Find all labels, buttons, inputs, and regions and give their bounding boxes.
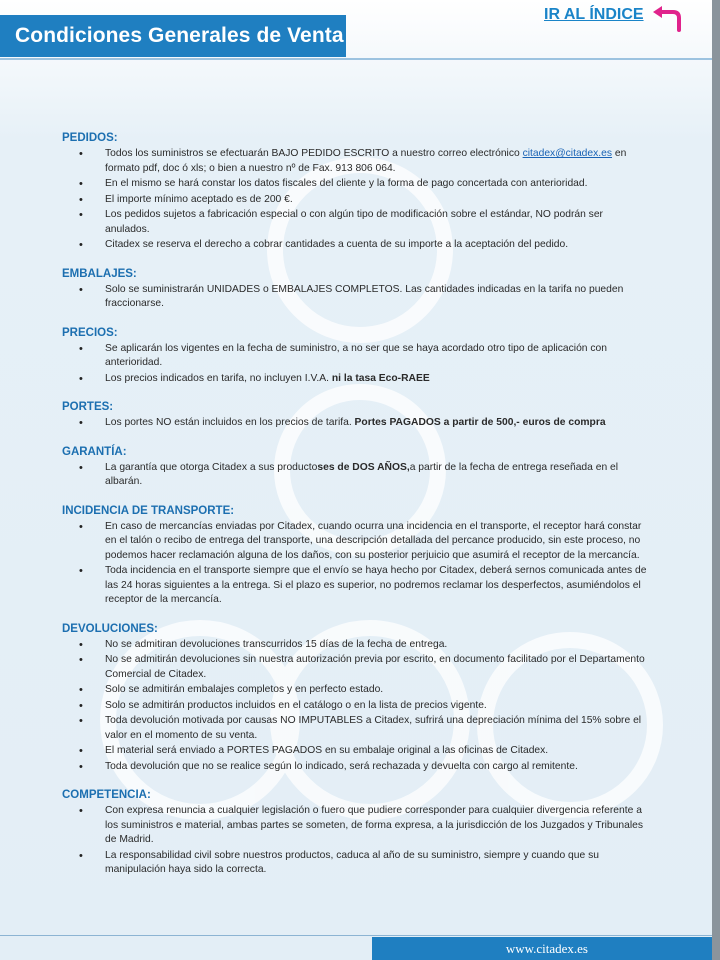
list-precios xyxy=(62,342,647,387)
list-item xyxy=(105,461,647,490)
section-title-precios: PRECIOS: xyxy=(62,326,118,339)
header-divider xyxy=(0,58,712,60)
item-text: Los precios indicados en tarifa, no incluyen I.V.A. xyxy=(105,372,332,384)
list-competencia xyxy=(62,804,647,878)
section-title-devoluciones: DEVOLUCIONES: xyxy=(62,622,158,635)
section-title-transporte: INCIDENCIA DE TRANSPORTE: xyxy=(62,504,235,517)
section-title-embalajes: EMBALAJES: xyxy=(62,267,137,280)
list-item: • No se admitirán devoluciones sin nuestra autorización previa por escrito, en documento facilitado por el Departamento Comercial de Citadex. xyxy=(105,653,647,682)
window-edge xyxy=(712,0,720,960)
document-body xyxy=(62,131,647,892)
list-item: • Citadex se reserva el derecho a cobrar cantidades a cuenta de su importe a la aceptación del pedido. xyxy=(105,238,647,253)
list-item xyxy=(105,416,647,431)
list-embalajes xyxy=(62,283,647,312)
list-item: • Solo se admitirán productos incluidos en el catálogo o en la lista de precios vigente. xyxy=(105,699,647,714)
list-item xyxy=(105,147,647,176)
item-text: Los portes NO están incluidos en los precios de tarifa. xyxy=(105,417,355,428)
item-text: La garantía que otorga Citadex a sus producto xyxy=(105,461,318,473)
item-text-bold: ni la tasa Eco-RAEE xyxy=(331,372,430,384)
list-transporte xyxy=(62,520,647,608)
list-item: • Con expresa renuncia a cualquier legislación o fuero que pudiere corresponder para cualquier divergencia referente a los suministros e material, ambas partes se someten, de forma expresa, a la jurisdicción de los Juzgados y Tribunales de Madrid. xyxy=(105,804,647,848)
list-item: • Toda devolución que no se realice según lo indicado, será rechazada y devuelta con cargo al remitente. xyxy=(105,760,647,775)
page-title: Condiciones Generales de Venta xyxy=(0,15,346,57)
list-item: • Toda incidencia en el transporte siempre que el envío se haya hecho por Citadex, deberá sernos comunicada antes de las 24 horas siguientes a la entrega. Si el plazo es superior, no podremos reclamar los desperfectos, asumiéndolos el receptor de la mercancía. xyxy=(105,564,647,608)
list-item: • Toda devolución motivada por causas NO IMPUTABLES a Citadex, sufrirá una depreciación mínima del 15% sobre el valor en el momento de su venta. xyxy=(105,714,647,743)
index-link[interactable]: IR AL ÍNDICE xyxy=(544,6,644,23)
list-devoluciones xyxy=(62,638,647,775)
list-item: • Solo se admitirán embalajes completos y en perfecto estado. xyxy=(105,683,647,698)
section-title-pedidos: PEDIDOS: xyxy=(62,132,118,144)
section-title-garantia: GARANTÍA: xyxy=(62,445,127,458)
section-title-competencia: COMPETENCIA: xyxy=(62,789,151,801)
list-item: • La responsabilidad civil sobre nuestros productos, caduca al año de su suministro, siempre y cuando que su manipulación haya sido la correcta. xyxy=(105,849,647,878)
list-pedidos xyxy=(62,147,647,253)
item-text: a partir de la fecha de entrega reseñada en el albarán. xyxy=(105,461,619,487)
list-item: • Los pedidos sujetos a fabricación especial o con algún tipo de modificación sobre el estándar, NO podrán ser anulados. xyxy=(105,208,647,237)
list-portes xyxy=(62,416,647,431)
footer-url[interactable]: www.citadex.es xyxy=(372,937,712,960)
item-text: en formato pdf, doc ó xls; o bien a nuestro nº de Fax. 913 806 064. xyxy=(105,148,627,174)
return-arrow-icon[interactable] xyxy=(651,6,685,32)
item-text: Todos los suministros se efectuarán BAJO PEDIDO ESCRITO a nuestro correo electrónico xyxy=(105,148,523,159)
email-link[interactable]: citadex@citadex.es xyxy=(522,148,613,159)
list-item: • En caso de mercancías enviadas por Citadex, cuando ocurra una incidencia en el transporte, el receptor hará constar en el talón o recibo de entrega del transporte, una descripción detallada del percance producido, sin este proceso, no podemos hacer reclamación alguna de los daños, con su posterior perjuicio que asumirá el receptor de la mercancía. xyxy=(105,520,647,564)
item-text-bold: ses de DOS AÑOS, xyxy=(317,461,410,473)
list-garantia xyxy=(62,461,647,490)
list-item: • Solo se suministrarán UNIDADES o EMBALAJES COMPLETOS. Las cantidades indicadas en la tarifa no pueden fraccionarse. xyxy=(105,283,647,312)
list-item: • El material será enviado a PORTES PAGADOS en su embalaje original a las oficinas de Citadex. xyxy=(105,744,647,759)
section-title-portes: PORTES: xyxy=(62,401,114,413)
list-item: • No se admitiran devoluciones transcurridos 15 días de la fecha de entrega. xyxy=(105,638,647,653)
list-item xyxy=(105,372,647,387)
list-item: • En el mismo se hará constar los datos fiscales del cliente y la forma de pago concertada con anterioridad. xyxy=(105,177,647,192)
list-item: • El importe mínimo aceptado es de 200 €. xyxy=(105,193,647,208)
item-text-bold: Portes PAGADOS a partir de 500,- euros de compra xyxy=(354,417,606,428)
footer-divider xyxy=(0,935,712,936)
list-item: • Se aplicarán los vigentes en la fecha de suministro, a no ser que se haya acordado otro tipo de aplicación con anterioridad. xyxy=(105,342,647,371)
